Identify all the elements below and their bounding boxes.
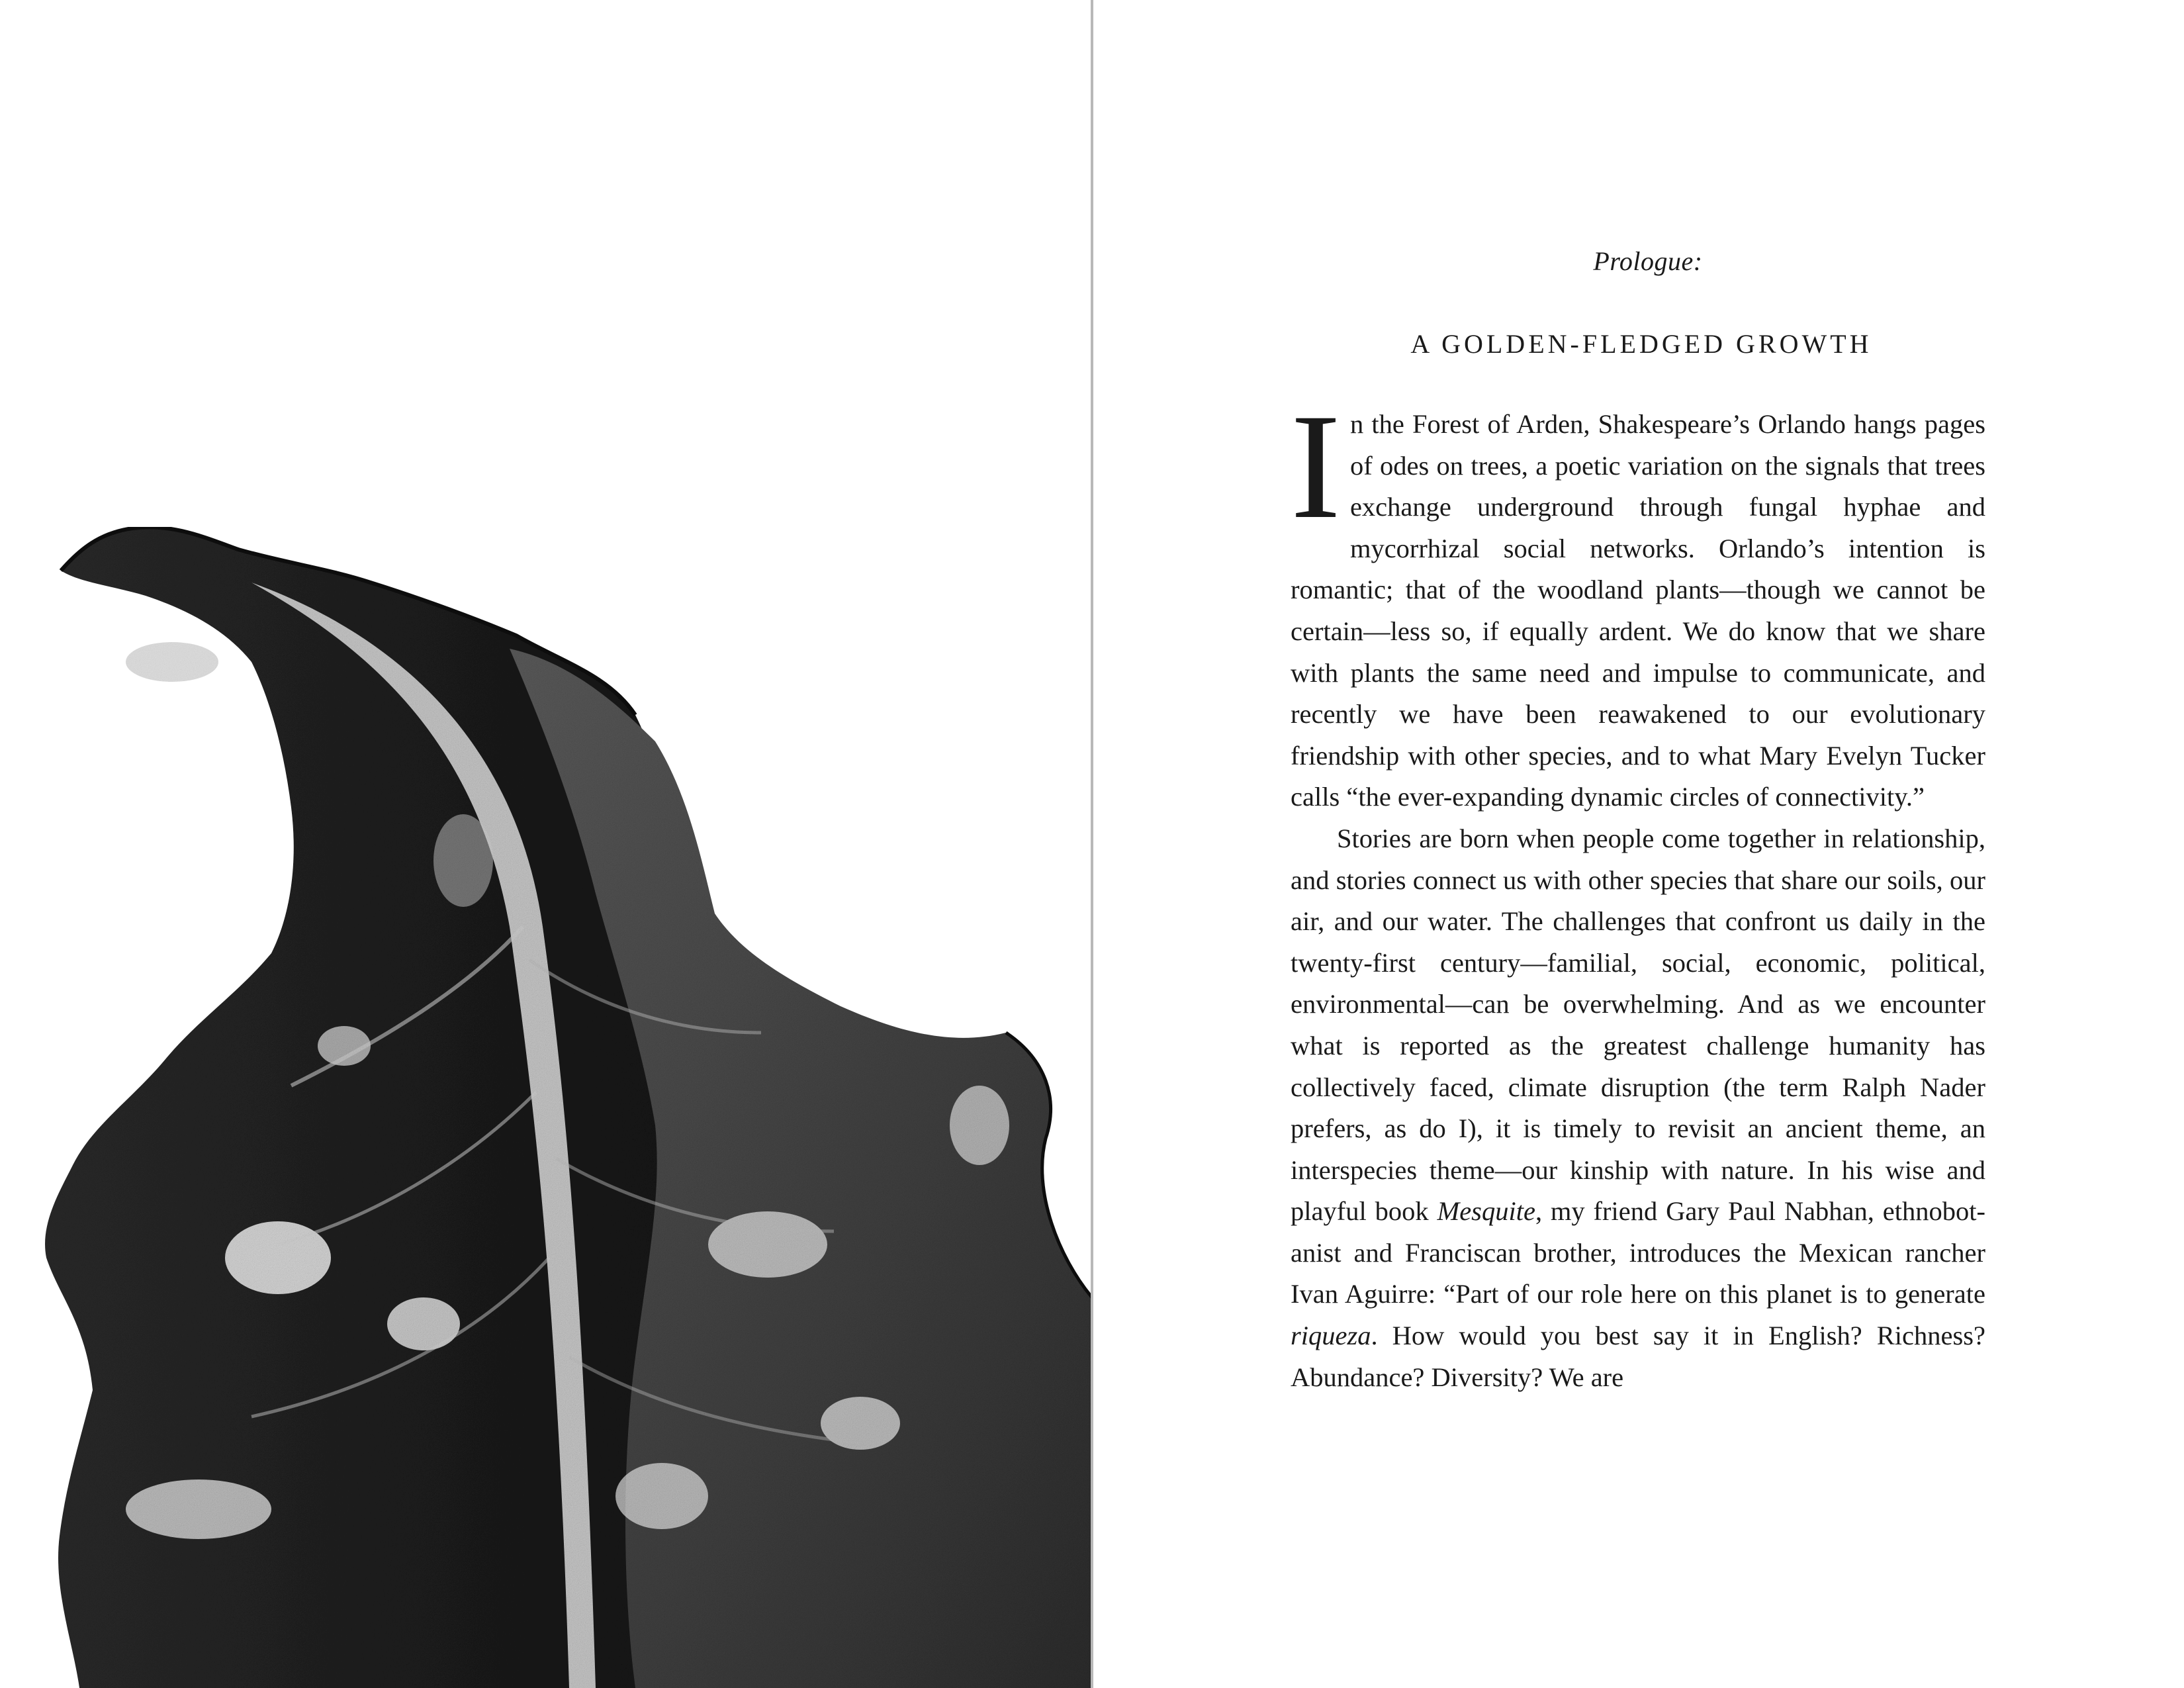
body-text [1291,383,1985,1398]
paragraph-2 [1291,818,1985,1398]
paragraph-2-part-3: . How would you best say it in English? Richness? Abundance? Diversity? We are [1291,1321,1985,1392]
prologue-label: Prologue: [1593,246,1703,276]
term-riqueza: riqueza [1291,1321,1371,1351]
chapter-title: A GOLDEN-FLEDGED GROWTH [1410,329,1872,359]
paragraph-2-part-1: Stories are born when people come together in relationship, and stories connect us with other species that share our soils, our air, and our water. The challenges that confront us daily in the twenty-first century—familial, social, economic, political, environmental—can be overwhelming. And as we encounter what is reported as the greatest challenge humanity has collectively faced, climate disruption (the term Ralph Nader prefers, as do I), it is timely to revisit an ancient theme, an interspecies theme—our kinship with nature. In his wise and playful book [1291,823,1985,1227]
book-title-mesquite: Mesquite [1437,1196,1535,1227]
drop-cap: I [1291,383,1341,550]
paragraph-2-part-2: , my friend Gary Paul Nabhan, ethnobotanist and Franciscan brother, introduces the Mexican rancher Ivan Aguirre: “Part of our role here on this planet is to generate [1291,1196,1985,1309]
paragraph-1-text: n the Forest of Arden, Shakespeare’s Orlando hangs pages of odes on trees, a poetic variation on the signals that trees exchange underground through fungal hyphae and mycorrhizal social networks. Orlando’s intention is romantic; that of the woodland plants—though we cannot be certain—less so, if equally ardent. We do know that we share with plants the same need and impulse to communicate, and recently we have been reawakened to our evolutionary friendship with other species, and to what Mary Evelyn Tucker calls “the ever-expanding dynamic circles of connectivity.” [1291,409,1985,812]
paragraph-1 [1291,383,1985,818]
